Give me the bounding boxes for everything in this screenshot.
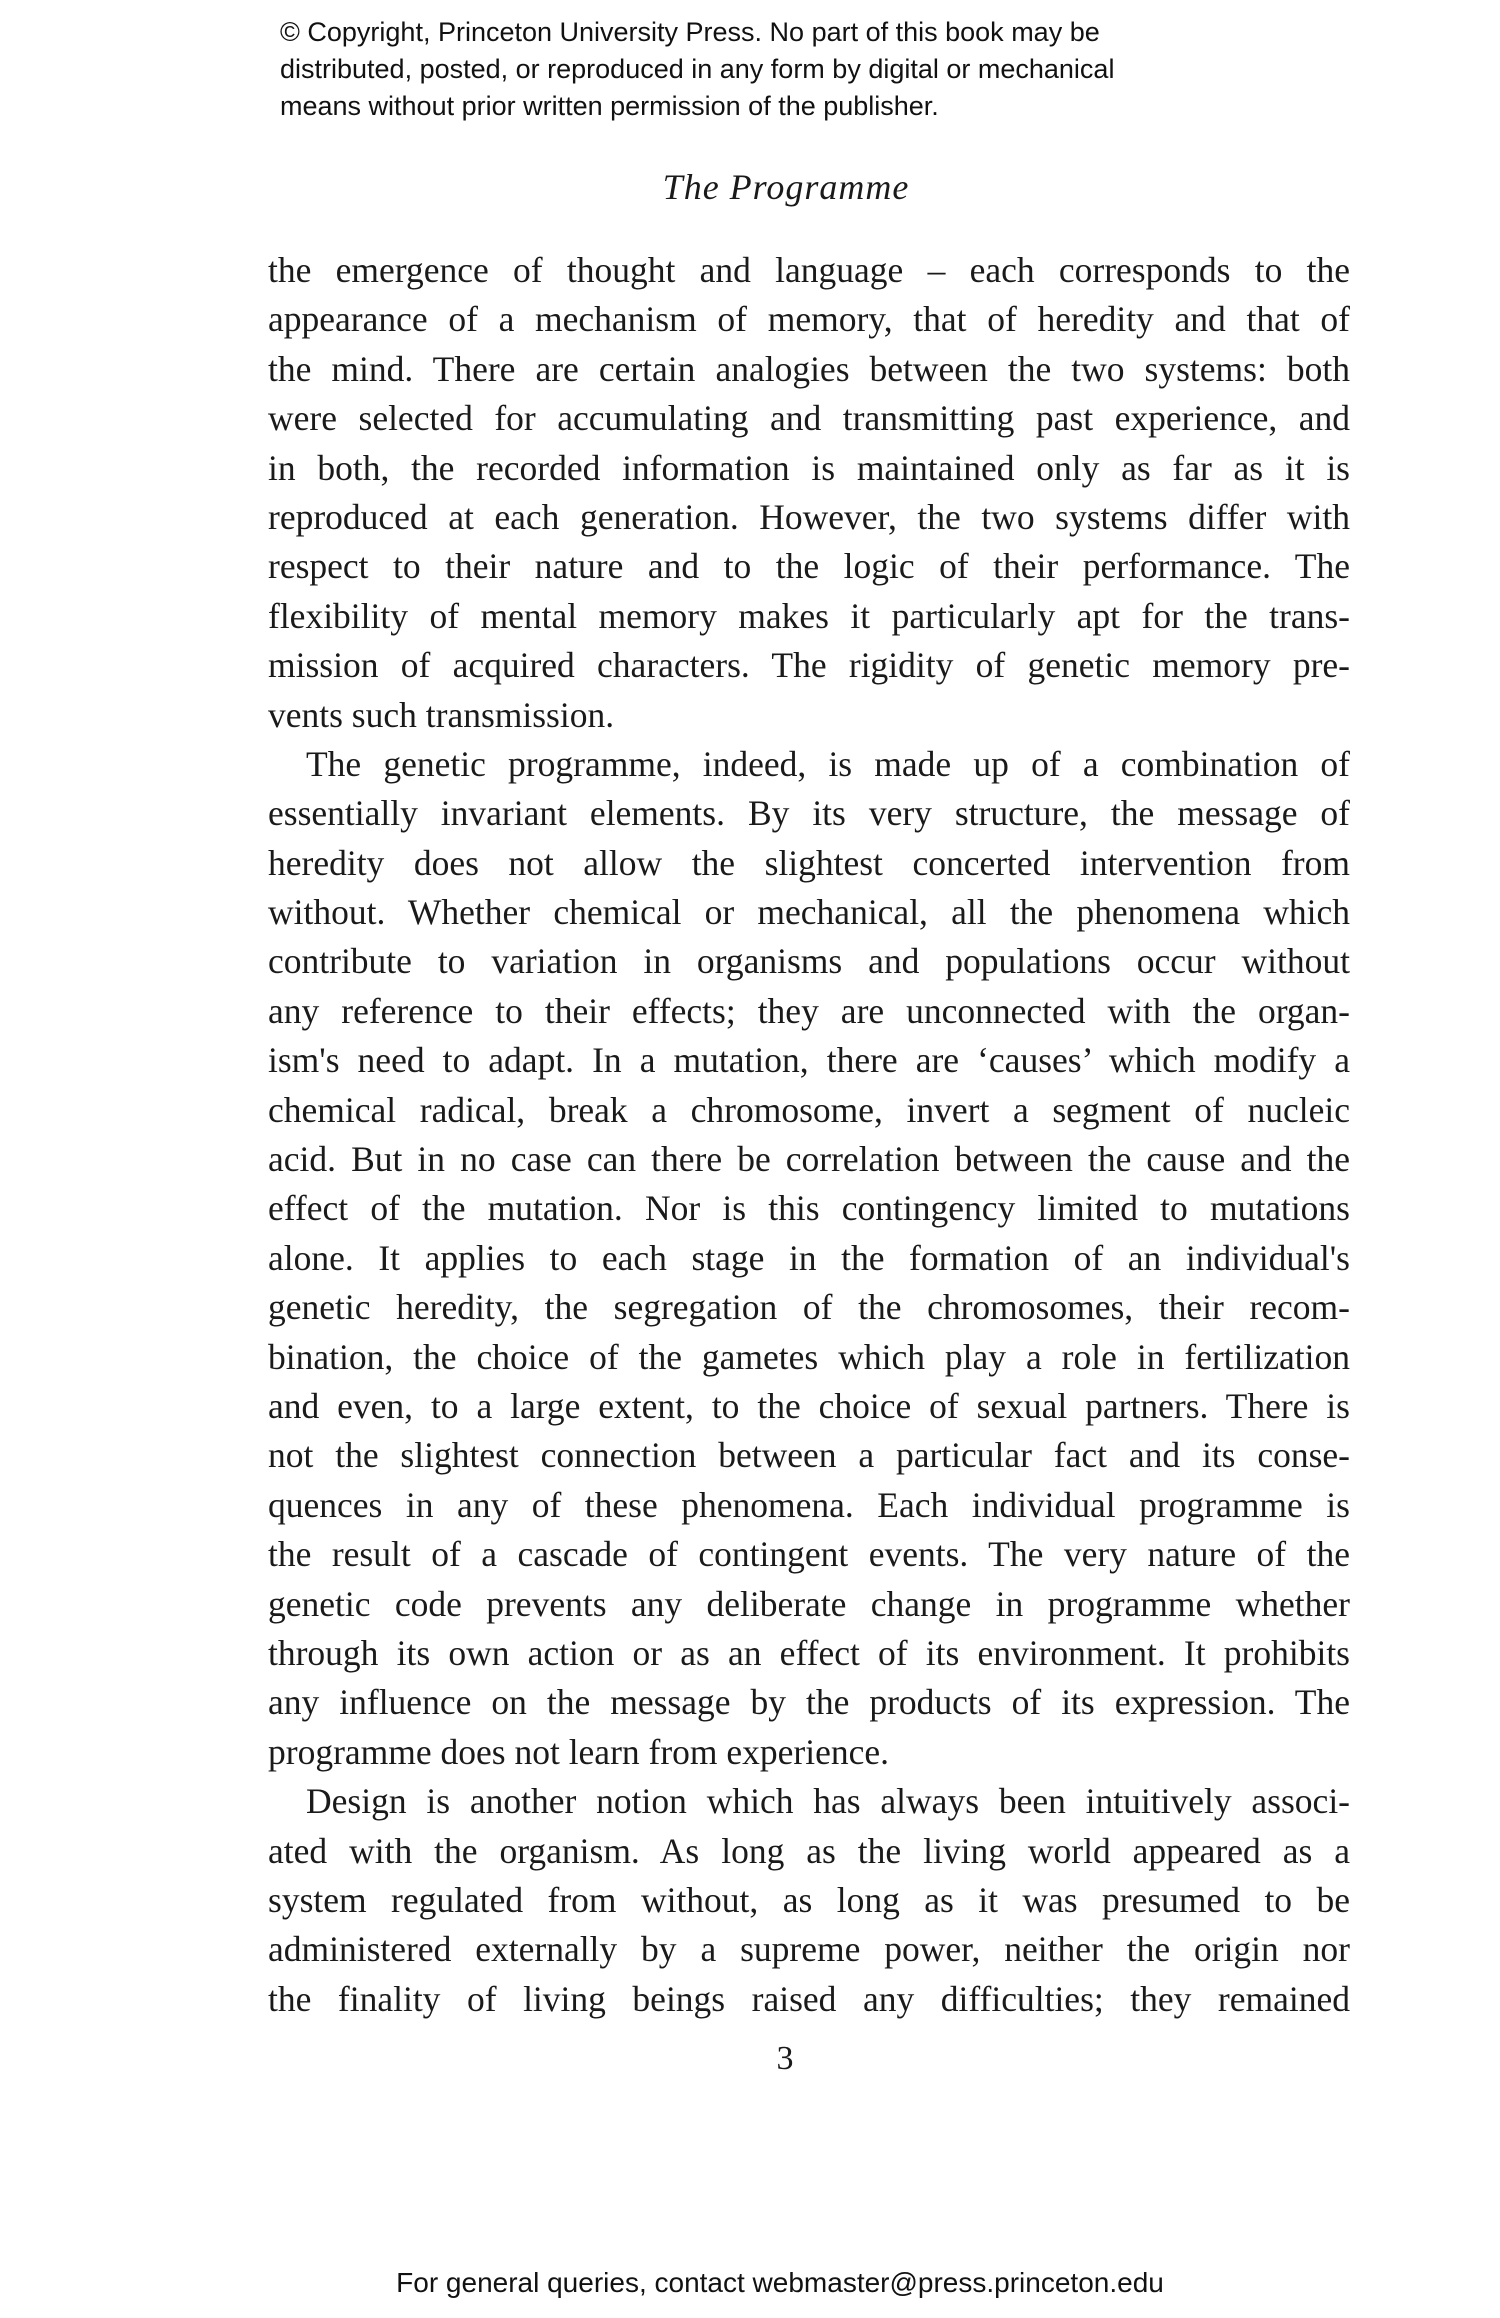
text-line: Design is another notion which has always been intuitively associ- bbox=[306, 1781, 1350, 1822]
text-line: administered externally by a supreme power, neither the origin nor bbox=[268, 1929, 1350, 1970]
text-line: alone. It applies to each stage in the formation of an individual's bbox=[268, 1237, 1350, 1278]
text-line: contribute to variation in organisms and populations occur without bbox=[268, 941, 1350, 982]
text-line: vents such transmission. bbox=[268, 694, 615, 735]
text-line: the finality of living beings raised any difficulties; they remained bbox=[268, 1978, 1350, 2019]
text-line: The genetic programme, indeed, is made up of a combination of bbox=[306, 743, 1350, 784]
running-head: The Programme bbox=[662, 167, 910, 207]
text-line: any reference to their effects; they are unconnected with the organ- bbox=[268, 990, 1350, 1031]
text-line: through its own action or as an effect of its environment. It prohibits bbox=[268, 1632, 1350, 1673]
text-line: respect to their nature and to the logic of their performance. The bbox=[268, 546, 1350, 587]
text-line: any influence on the message by the products of its expression. The bbox=[268, 1682, 1350, 1723]
copyright-notice bbox=[280, 14, 1380, 125]
body-text bbox=[268, 246, 1350, 2024]
text-line: the result of a cascade of contingent events. The very nature of the bbox=[268, 1534, 1350, 1575]
text-line: the mind. There are certain analogies between the two systems: both bbox=[268, 348, 1350, 389]
text-line: without. Whether chemical or mechanical, all the phenomena which bbox=[268, 892, 1350, 933]
copyright-line: © Copyright, Princeton University Press. No part of this book may be bbox=[280, 17, 1100, 47]
text-line: acid. But in no case can there be correlation between the cause and the bbox=[268, 1139, 1350, 1180]
text-line: and even, to a large extent, to the choice of sexual partners. There is bbox=[268, 1385, 1350, 1426]
text-line: effect of the mutation. Nor is this contingency limited to mutations bbox=[268, 1188, 1350, 1229]
text-line: were selected for accumulating and transmitting past experience, and bbox=[268, 398, 1350, 439]
text-line: reproduced at each generation. However, the two systems differ with bbox=[268, 496, 1350, 537]
text-line: not the slightest connection between a particular fact and its conse- bbox=[268, 1435, 1350, 1476]
text-line: essentially invariant elements. By its very structure, the message of bbox=[268, 793, 1350, 834]
text-line: appearance of a mechanism of memory, that of heredity and that of bbox=[268, 299, 1350, 340]
text-line: flexibility of mental memory makes it particularly apt for the trans- bbox=[268, 595, 1350, 636]
text-line: bination, the choice of the gametes which play a role in fertilization bbox=[268, 1336, 1350, 1377]
paragraph bbox=[268, 246, 1350, 740]
text-line: programme does not learn from experience. bbox=[268, 1731, 889, 1772]
text-line: quences in any of these phenomena. Each individual programme is bbox=[268, 1484, 1350, 1525]
footer-contact: For general queries, contact webmaster@press.princeton.edu bbox=[396, 2267, 1164, 2298]
page-number: 3 bbox=[776, 2040, 794, 2077]
paragraph bbox=[268, 1777, 1350, 2024]
paragraph bbox=[268, 740, 1350, 1777]
copyright-line: means without prior written permission of the publisher. bbox=[280, 91, 939, 121]
text-line: system regulated from without, as long as it was presumed to be bbox=[268, 1879, 1350, 1920]
text-line: genetic code prevents any deliberate change in programme whether bbox=[268, 1583, 1350, 1624]
text-line: in both, the recorded information is maintained only as far as it is bbox=[268, 447, 1350, 488]
text-line: mission of acquired characters. The rigidity of genetic memory pre- bbox=[268, 645, 1350, 686]
text-line: chemical radical, break a chromosome, invert a segment of nucleic bbox=[268, 1089, 1350, 1130]
text-line: the emergence of thought and language – each corresponds to the bbox=[268, 250, 1350, 290]
copyright-line: distributed, posted, or reproduced in any form by digital or mechanical bbox=[280, 54, 1115, 84]
text-line: genetic heredity, the segregation of the chromosomes, their recom- bbox=[268, 1287, 1350, 1328]
text-line: heredity does not allow the slightest concerted intervention from bbox=[268, 842, 1350, 883]
text-line: ated with the organism. As long as the living world appeared as a bbox=[268, 1830, 1350, 1871]
text-line: ism's need to adapt. In a mutation, there are ‘causes’ which modify a bbox=[268, 1040, 1350, 1081]
